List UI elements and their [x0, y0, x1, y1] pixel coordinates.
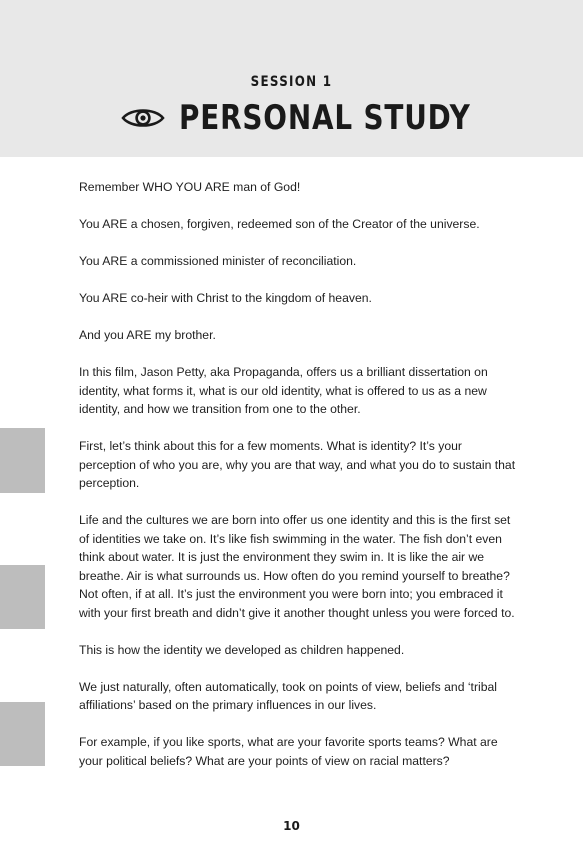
paragraph: In this film, Jason Petty, aka Propaganda, offers us a brilliant dissertation on identity, what forms it, what is our old identity, what is offered to us as a new identity, and how we transition from one to the other.	[79, 365, 488, 416]
side-tab	[0, 428, 45, 493]
body-text	[79, 178, 519, 789]
paragraph: You ARE a commissioned minister of reconciliation.	[79, 254, 357, 268]
paragraph: You ARE co-heir with Christ to the kingdom of heaven.	[79, 291, 372, 305]
header-band	[0, 0, 583, 157]
paragraph: You ARE a chosen, forgiven, redeemed son of the Creator of the universe.	[79, 217, 480, 231]
paragraph: And you ARE my brother.	[79, 328, 216, 342]
paragraph: We just naturally, often automatically, took on points of view, beliefs and ‘tribal affiliations’ based on the primary influences in our lives.	[79, 679, 497, 712]
paragraph: Life and the cultures we are born into offer us one identity and this is the first set of identities we take on. It’s like fish swimming in the water. The fish don’t even think about water. It is just the environment they swim in. It is like the air we breathe. Air is what surrounds us. How often do you remind yourself to breathe? Not often, if at all. It’s just the environment you were born into; you embraced it with your first breath and didn’t give it another thought unless you were forced to.	[79, 513, 515, 620]
eye-icon	[121, 106, 165, 130]
page-title: PERSONAL STUDY	[179, 98, 471, 138]
side-tab	[0, 702, 45, 766]
paragraph: This is how the identity we developed as children happened.	[79, 642, 405, 657]
title-row	[121, 96, 535, 140]
page-number: 10	[283, 819, 300, 833]
side-tab	[0, 565, 45, 629]
session-label: SESSION 1	[250, 74, 333, 90]
paragraph: First, let’s think about this for a few moments. What is identity? It’s your perception of who you are, why you are that way, and what you do to sustain that perception.	[79, 439, 516, 490]
paragraph: Remember WHO YOU ARE man of God!	[79, 180, 301, 194]
paragraph: For example, if you like sports, what are your favorite sports teams? What are your political beliefs? What are your points of view on racial matters?	[79, 735, 498, 768]
